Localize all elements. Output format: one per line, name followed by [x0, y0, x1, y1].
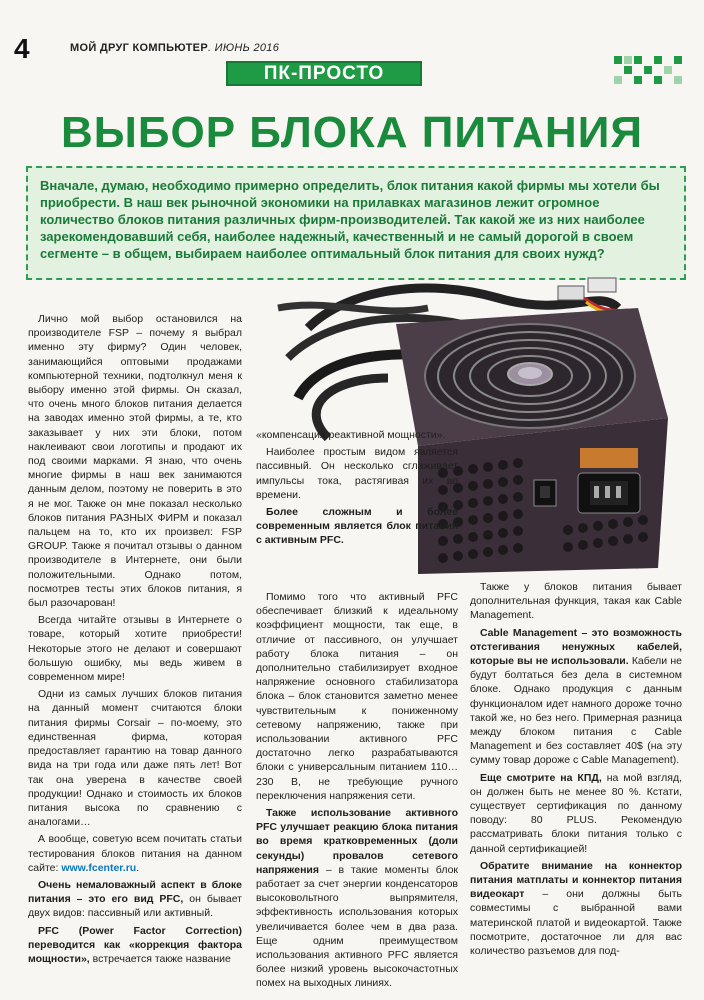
- page-number: 4: [14, 33, 30, 64]
- paragraph-text: – они должны быть совместимы с выбранной вами материнской платой и видеокартой. Также посмотрите, достаточное ли для вас количество разъемов для под-: [470, 888, 682, 958]
- paragraph: [256, 505, 458, 548]
- paragraph: [470, 626, 682, 768]
- paragraph: «компенсация реактивной мощности».: [256, 429, 446, 441]
- paragraph: Помимо того что активный PFC обеспечивает близкий к идеальному коэффициент мощности, так еще, в отличие от пассивного, он улучшает работу блока питания – он дополнительно стабилизирует входное напряжение основного стабилизатора блока – блок становится заметно менее чувствительным к пониженному сетевому напряжению, также при использовании активного PFC достаточно легко разрабатываются блоки с универсальным питанием 110…230 В, не требующие ручного переключения напряжения сети.: [256, 591, 458, 802]
- column-2-bottom: [256, 590, 458, 994]
- paragraph: [28, 878, 242, 921]
- emphasis-text: Обратите внимание на коннектор питания матплаты и коннектор питания видеокарт: [470, 859, 682, 901]
- magazine-name: МОЙ ДРУГ КОМПЬЮТЕР: [70, 42, 208, 54]
- article-lead: Вначале, думаю, необходимо примерно определить, блок питания какой фирмы мы хотели бы приобрести. В наш век рыночной экономики на прилавках магазинов лежит огромное количество блоков питания различных фирм-производителей. Так какой же из них наиболее зарекомендовавший себя, наиболее надежный, качественный и не самый дорогой в своем сегменте – в общем, выбираем наиболее оптимальный блок питания для своих нужд?: [26, 166, 686, 280]
- paragraph: Всегда читайте отзывы в Интернете о товаре, который хотите приобрести! Некоторые этого не делают и совершают большую ошибку, мы ведь живем в современном мире!: [28, 614, 242, 684]
- paragraph-text: Кабели не будут болтаться без дела в системном блоке. Однако продукция с данным функционалом идет намного дороже точно такой же, но без него. Примерная разница между блоком питания с Cable Management и без составляет 40$ (на эту сумму товар дороже с Cable Management).: [470, 655, 682, 767]
- paragraph: Наиболее простым видом является пассивный. Он несколько сглаживает импульсы тока, растягивая их во времени.: [256, 446, 458, 501]
- pixel-decoration: [614, 56, 686, 88]
- column-1: [28, 312, 242, 969]
- emphasis-text: Еще смотрите на КПД,: [480, 771, 602, 784]
- paragraph: [28, 832, 242, 875]
- paragraph-text: А вообще, советую всем почитать статьи тестирования блоков питания на данном сайте:: [28, 833, 242, 874]
- column-2-top: [256, 428, 458, 551]
- emphasis-text: Очень немаловажный аспект в блоке питания – это его вид PFC,: [28, 878, 242, 906]
- emphasis-text: Cable Management – это возможность отстегивания ненужных кабелей, которые вы не использовали.: [470, 626, 682, 668]
- paragraph-text: – в такие моменты блок работает за счет энергии конденсаторов высоковольтного выпрямителя, эффективность использования которых увеличивается более чем в два раза. Еще одним преимуществом использования активного PFC является более низкий уровень высокочастотных помех на выходных линиях.: [256, 863, 458, 990]
- paragraph-text: он бывает двух видов: пассивный или активный.: [28, 893, 242, 920]
- emphasis-text: Также использование активного PFC улучшает реакцию блока питания во время кратковременных (доли секунды) провалов сетевого напряжения: [256, 807, 458, 876]
- paragraph: [28, 924, 242, 967]
- paragraph: Также у блоков питания бывает дополнительная функция, такая как Cable Management.: [470, 581, 682, 622]
- section-banner: [226, 61, 422, 86]
- paragraph-text: встречается также название: [89, 952, 231, 965]
- article-headline: ВЫБОР БЛОКА ПИТАНИЯ: [61, 108, 643, 157]
- emphasis-text: Более сложным и более современным является блок питания с активным PFC.: [256, 506, 458, 547]
- paragraph: [256, 806, 458, 991]
- masthead: [70, 42, 279, 54]
- paragraph-text: на мой взгляд, он должен быть не менее 80 %. Кстати, существует сертификация по данному поводу: 80 PLUS. Рекомендую рассматривать блоки питания только с данной сертификацией!: [470, 771, 682, 855]
- fcenter-link[interactable]: www.fcenter.ru: [61, 861, 137, 874]
- paragraph: [470, 859, 682, 958]
- issue-date: . ИЮНЬ 2016: [207, 42, 280, 54]
- column-3: [470, 580, 682, 961]
- paragraph: Лично мой выбор остановился на производителе FSP – почему я выбрал именно эту фирму? Один человек, занимающийся оптовыми продажами компьютерной техники, подтолкнул меня к выбору именно этой фирмы. Он сказал, что очень много блоков питания делается на заводах именно этой фирмы, а те, кто заказывает у них эти блоки, потом наклеивают свои логотипы и продают их под своими марками. Я знаю, что очень многие фирмы в наш век занимаются данным делом, поэтому не поверить в это я не мог. Также он мне показал несколько блоков питания РАЗНЫХ ФИРМ и показал пальцем на то, кто их произвел: FSP GROUP. Также я почитал отзывы о данном производителе в Интернете, они были положительными. Однако потом, посмотрев тесты этих блоков питания, я был разочарован!: [28, 313, 242, 610]
- paragraph: Одни из самых лучших блоков питания на данный момент считаются блоки питания фирмы Corsair – по-моему, это единственная фирма, которая предоставляет гарантию на товар данного вида на три года или даже пять лет! Вот так она уверена в качестве своей продукции! Однако и стоимость их блоков питания высока по сравнению с аналогами…: [28, 688, 242, 829]
- paragraph-text: .: [136, 861, 140, 874]
- paragraph: [470, 771, 682, 856]
- section-title: ПК-ПРОСТО: [263, 63, 385, 84]
- emphasis-text: PFC (Power Factor Correction) переводится как «коррекция фактора мощности»,: [28, 924, 242, 965]
